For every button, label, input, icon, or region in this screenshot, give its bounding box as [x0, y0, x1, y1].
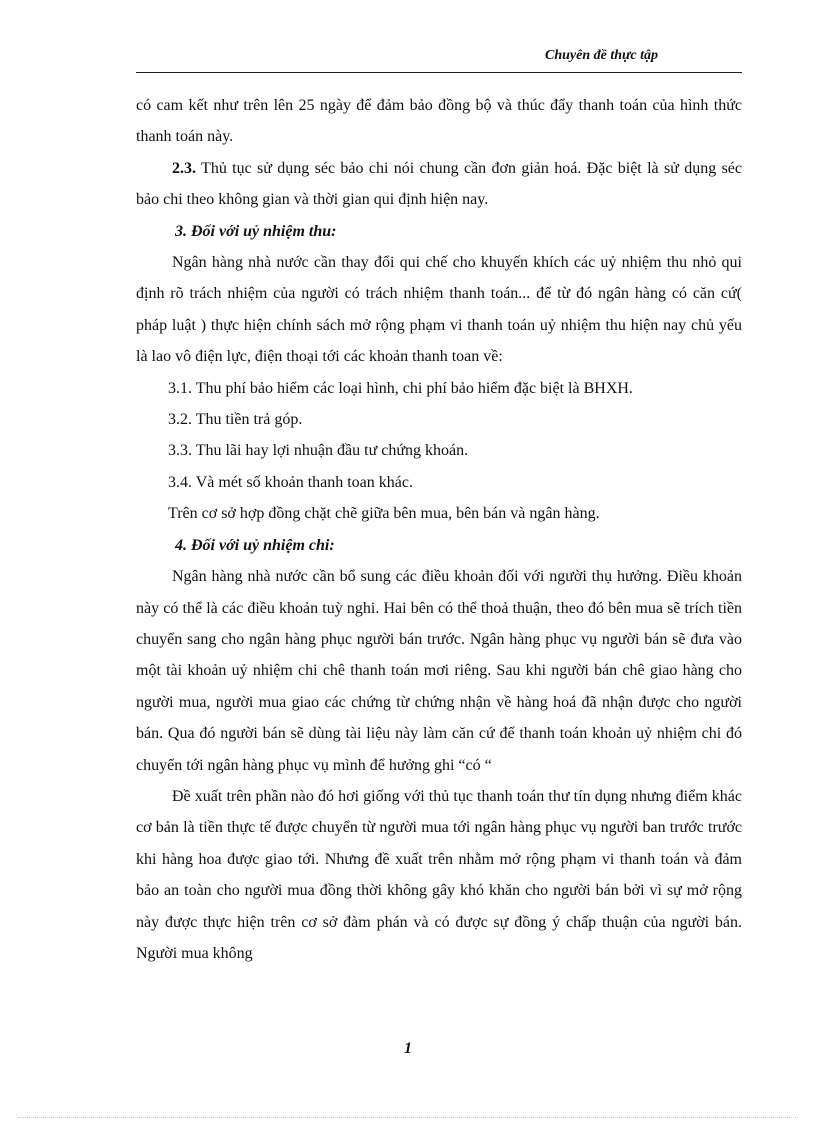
paragraph-hop-dong: Trên cơ sở hợp đồng chặt chẽ giữa bên mua, bên bán và ngân hàng. [168, 505, 600, 523]
paragraph-uy-nhiem-thu: Ngân hàng nhà nước cần thay đổi qui chế cho khuyến khích các uỷ nhiệm thu nhỏ qui định rõ trách nhiệm của người có trách nhiệm thanh toán... để từ đó ngân hàng có căn cứ( pháp luật ) thực hiện chính sách mở rộng phạm vi thanh toán uỷ nhiệm thu hiện nay chủ yếu là lao vô điện lực, điện thoại tới các khoản thanh toan về: [136, 254, 742, 366]
list-item-3-4: 3.4. Và mét số khoản thanh toan khác. [168, 473, 413, 491]
running-header: Chuyên đề thực tập [544, 48, 658, 63]
list-item-3-3: 3.3. Thu lãi hay lợi nhuận đầu tư chứng khoán. [168, 442, 469, 460]
page-number: 1 [404, 1040, 412, 1057]
section-number-2-3: 2.3. [172, 159, 196, 177]
document-body [136, 90, 742, 969]
paragraph-de-xuat: Đề xuất trên phần nào đó hơi giống với thủ tục thanh toán thư tín dụng nhưng điểm khác cơ bản là tiền thực tế được chuyển từ người mua tới ngân hàng phục vụ người ban trước trước khi hàng hoa được giao tới. Nhưng đề xuất trên nhằm mở rộng phạm vi thanh toán và đảm bảo an toàn cho người mua đồng thời không gây khó khăn cho người bán bởi vì sự mở rộng này được thực hiện trên cơ sở đàm phán và có được sự đồng ý chấp thuận của người bán. Người mua không [136, 787, 742, 962]
section-heading-3: 3. Đối với uỷ nhiệm thu: [175, 222, 337, 240]
section-heading-4: 4. Đối với uỷ nhiệm chi: [175, 536, 335, 554]
paragraph-2-3 [136, 153, 742, 216]
paragraph-continuation: có cam kết như trên lên 25 ngày để đảm bảo đồng bộ và thúc đẩy thanh toán của hình thức thanh toán này. [136, 97, 742, 146]
list-item-3-2: 3.2. Thu tiền trả góp. [168, 411, 303, 429]
paragraph-2-3-text: Thủ tục sử dụng séc bảo chi nói chung cần đơn giản hoá. Đặc biệt là sử dụng séc bảo chi theo không gian và thời gian qui định hiện nay. [136, 159, 742, 209]
header-rule [136, 72, 742, 73]
list-item-3-1: 3.1. Thu phí bảo hiểm các loại hình, chi phí bảo hiểm đặc biệt là BHXH. [168, 379, 633, 397]
paragraph-uy-nhiem-chi: Ngân hàng nhà nước cần bổ sung các điều khoản đối với người thụ hưởng. Điều khoản này có thể là các điều khoản tuỳ nghi. Hai bên có thể thoả thuận, theo đó bên mua sẽ trích tiền chuyển sang cho ngân hàng phục người bán trước. Ngân hàng phục vụ người bán sẽ đưa vào một tài khoản uỷ nhiệm chi chê thanh toán mơi riêng. Sau khi người bán chê giao hàng cho người mua, người mua giao các chứng từ chứng nhận về hàng hoá đã nhận được cho người bán. Qua đó người bán sẽ dùng tài liệu này làm căn cứ để thanh toán khoản uỷ nhiệm chi đó chuyển tới ngân hàng phục vụ mình để hưởng ghi “có “ [136, 568, 742, 774]
page-edge-dots [18, 1117, 798, 1118]
